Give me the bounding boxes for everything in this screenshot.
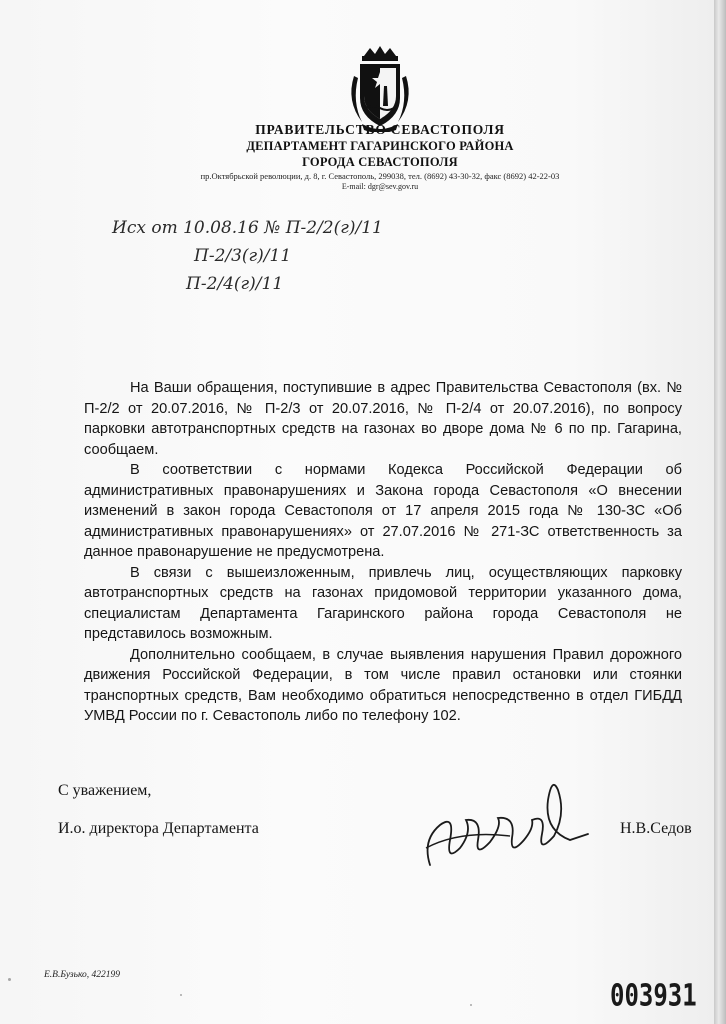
reference-line: П-2/4(г)/11 <box>186 274 284 294</box>
body-paragraph: На Ваши обращения, поступившие в адрес Правительства Севастополя (вх. № П-2/2 от 20.07.2016, № П-2/3 от 20.07.2016, № П-2/4 от 20.07.2016), по вопросу парковки автотранспортных средств на газонах во дворе дома № 6 по пр. Гагарина, сообщаем. <box>84 380 682 458</box>
scanner-edge <box>714 0 726 1024</box>
org-name-department: ДЕПАРТАМЕНТ ГАГАРИНСКОГО РАЙОНА <box>246 139 514 153</box>
body-paragraph: В связи с вышеизложенным, привлечь лиц, осуществляющих парковку автотранспортных средств на газонах придомовой территории указанного дома, специалистам Департамента Гагаринского района города Севастополя не представилось возможным. <box>84 564 682 642</box>
scan-speck <box>8 978 11 981</box>
signatory-role: И.о. директора Департамента <box>58 820 259 837</box>
org-address: пр.Октябрьской революции, д. 8, г. Севастополь, 299038, тел. (8692) 43-30-32, факс (8692) 42-22-03 <box>200 171 560 181</box>
document-number: 003931 <box>610 978 697 1013</box>
scan-speck <box>470 1004 472 1006</box>
body-paragraph: В соответствии с нормами Кодекса Российской Федерации об административных правонарушениях и Закона города Севастополя «О внесении изменений в закон города Севастополя от 17 апреля 2015 года № 130-ЗС «Об административных правонарушениях» от 27.07.2016 № 271-ЗС ответственность за данное правонарушение не предусмотрена. <box>84 462 682 560</box>
handwritten-signature <box>420 770 590 880</box>
letter-body <box>84 378 682 727</box>
body-paragraph: Дополнительно сообщаем, в случае выявления нарушения Правил дорожного движения Российской Федерации, в том числе правил остановки или стоянки транспортных средств, Вам необходимо обратиться непосредственно в отдел ГИБДД УМВД России по г. Севастополь либо по телефону 102. <box>84 646 682 724</box>
executor-info: Е.В.Бузько, 422199 <box>44 970 121 980</box>
org-email: E-mail: dgr@sev.gov.ru <box>341 182 419 191</box>
handwritten-reference <box>112 214 383 298</box>
sevastopol-coat-of-arms-icon <box>340 46 420 132</box>
letterhead <box>120 122 640 192</box>
closing-phrase: С уважением, <box>58 782 152 799</box>
signatory-name: Н.В.Седов <box>620 820 692 837</box>
scan-speck <box>180 994 182 996</box>
org-name-government: ПРАВИТЕЛЬСТВО СЕВАСТОПОЛЯ <box>255 122 505 137</box>
reference-line: П-2/3(г)/11 <box>194 246 292 266</box>
org-name-city: ГОРОДА СЕВАСТОПОЛЯ <box>302 155 458 169</box>
reference-line: Исх от 10.08.16 № П-2/2(г)/11 <box>112 218 383 238</box>
